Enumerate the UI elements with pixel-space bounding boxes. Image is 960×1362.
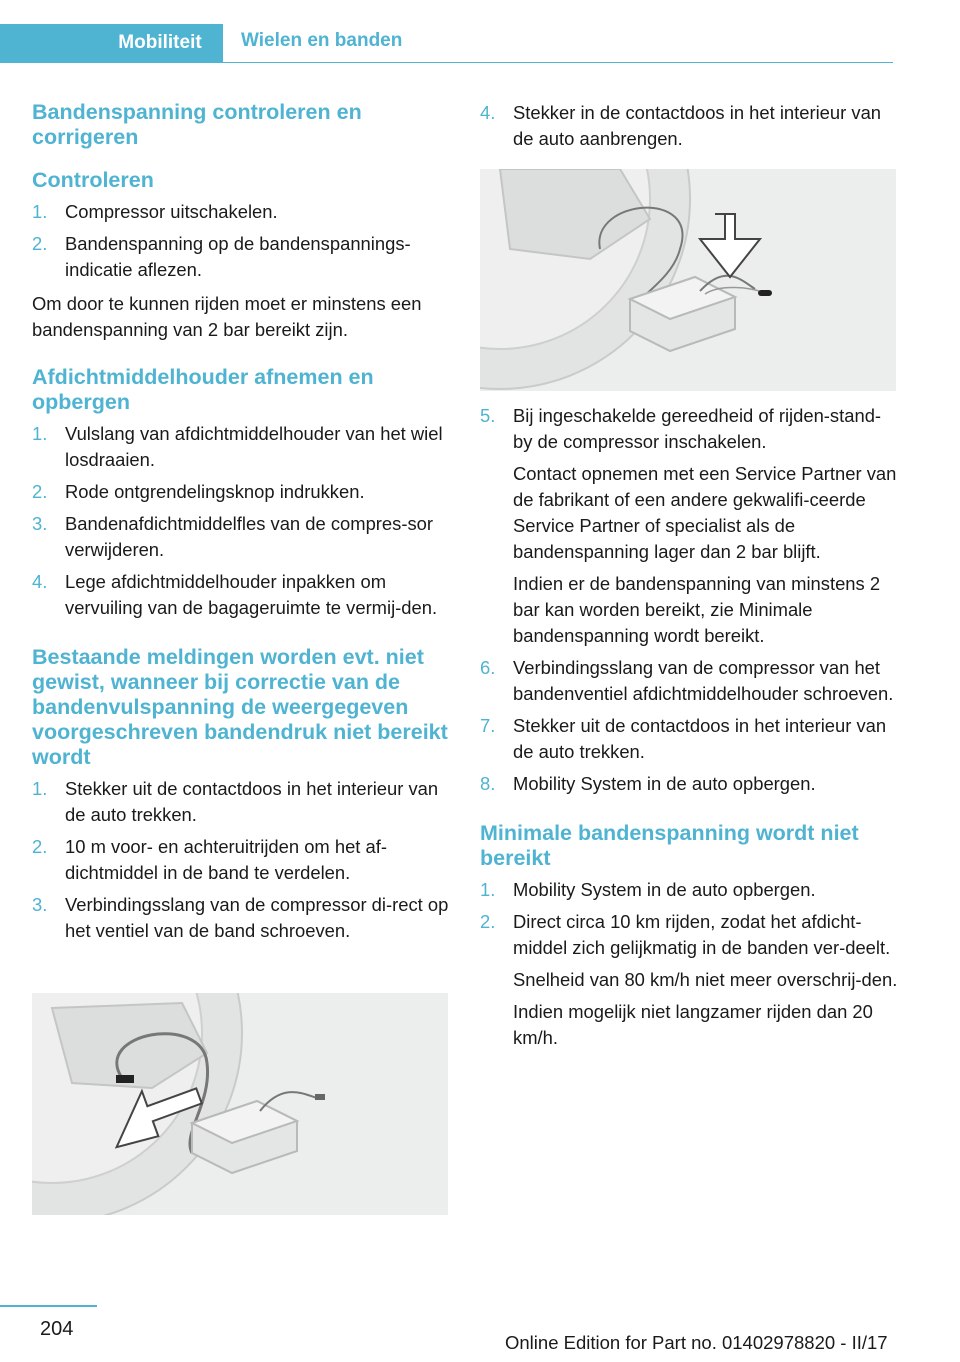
heading-controleren: Controleren [32, 168, 154, 192]
minimale-bandenspanning-list [480, 877, 898, 1051]
header-rule [0, 62, 893, 63]
list-item [32, 479, 450, 505]
list-item [32, 199, 450, 225]
list-item [32, 511, 450, 563]
right-column [480, 100, 898, 160]
afdichtmiddelhouder-list [32, 421, 450, 621]
list-text: Compressor uitschakelen. [65, 201, 278, 222]
list-item [480, 655, 898, 707]
list-item [480, 100, 898, 152]
header-section-title[interactable]: Wielen en banden [241, 30, 403, 51]
list-item [480, 771, 898, 797]
list-item [32, 421, 450, 473]
header-tab-left-fill [0, 24, 97, 62]
heading-minimale-bandenspanning: Minimale bandenspanning wordt niet bereikt [480, 821, 859, 870]
list-text: Mobility System in de auto opbergen. [513, 879, 816, 900]
edition-info: Online Edition for Part no. 01402978820 - II/17 [505, 1332, 888, 1353]
list-number: 1. [32, 778, 48, 799]
page-number: 204 [40, 1318, 74, 1340]
list-text: Stekker uit de contactdoos in het interieur van de auto trekken. [513, 715, 887, 762]
list-item [480, 713, 898, 765]
item5-note-service: Contact opnemen met een Service Partner van de fabrikant of een andere gekwalifi-ceerde Service Partner of specialist als de bandenspanning lager dan 2 bar blijft. [513, 463, 897, 562]
speed-limit-note: Snelheid van 80 km/h niet meer overschrij-den. [513, 969, 898, 990]
list-number: 5. [480, 405, 496, 426]
bestaande-meldingen-list [32, 776, 450, 944]
list-number: 1. [32, 201, 48, 222]
list-item [32, 834, 450, 886]
list-text: Lege afdichtmiddelhouder inpakken om vervuiling van de bagageruimte te vermij-den. [65, 571, 438, 618]
footer-rule [0, 1305, 97, 1307]
list-text: Bandenafdichtmiddelfles van de compres-sor verwijderen. [65, 513, 434, 560]
socket-plug-illustration [480, 169, 896, 391]
list-item [480, 909, 898, 1051]
list-text: Mobility System in de auto opbergen. [513, 773, 816, 794]
list-number: 1. [32, 423, 48, 444]
list-text: Stekker in de contactdoos in het interieur van de auto aanbrengen. [513, 102, 882, 149]
list-item [480, 403, 898, 649]
list-number: 2. [32, 233, 48, 254]
header-tab-mobiliteit[interactable]: Mobiliteit [97, 24, 223, 62]
list-item [32, 231, 450, 283]
min-speed-note: Indien mogelijk niet langzamer rijden dan 20 km/h. [513, 1001, 873, 1048]
list-number: 2. [32, 481, 48, 502]
list-item [480, 877, 898, 903]
list-text: Bandenspanning op de bandenspannings-indicatie aflezen. [65, 233, 411, 280]
list-number: 7. [480, 715, 496, 736]
figure-compressor-valve [32, 993, 448, 1215]
list-text: Direct circa 10 km rijden, zodat het afdicht-middel zich gelijkmatig in de banden ver-deelt. [513, 911, 891, 958]
list-number: 2. [480, 911, 496, 932]
right-column-cont [480, 403, 898, 1059]
list-text: 10 m voor- en achteruitrijden om het af-dichtmiddel in de band te verdelen. [65, 836, 387, 883]
list-number: 3. [32, 894, 48, 915]
list-number: 4. [32, 571, 48, 592]
figure-socket-plug [480, 169, 896, 391]
list-number: 2. [32, 836, 48, 857]
controleren-list [32, 199, 450, 283]
heading-bestaande-meldingen: Bestaande meldingen worden evt. niet gewist, wanneer bij correctie van de bandenvulspanning de weergegeven voorgeschreven bandendruk niet bereikt wordt [32, 645, 448, 769]
list-text: Stekker uit de contactdoos in het interieur van de auto trekken. [65, 778, 439, 825]
list-number: 8. [480, 773, 496, 794]
list-item [32, 569, 450, 621]
section-title: Bandenspanning controleren en corrigeren [32, 100, 362, 149]
list-number: 6. [480, 657, 496, 678]
controleren-note: Om door te kunnen rijden moet er minstens een bandenspanning van 2 bar bereikt zijn. [32, 293, 422, 340]
left-column [32, 100, 450, 952]
list-number: 4. [480, 102, 496, 123]
list-number: 1. [480, 879, 496, 900]
list-text: Verbindingsslang van de compressor van het bandenventiel afdichtmiddelhouder schroeven. [513, 657, 894, 704]
procedure-list-a [480, 100, 898, 152]
list-text: Bij ingeschakelde gereedheid of rijden-stand-by de compressor inschakelen. [513, 405, 882, 452]
compressor-valve-illustration [32, 993, 448, 1215]
list-item [32, 892, 450, 944]
heading-afdichtmiddelhouder: Afdichtmiddelhouder afnemen en opbergen [32, 365, 374, 414]
item5-note-min-pressure: Indien er de bandenspanning van minstens 2 bar kan worden bereikt, zie Minimale bandenspanning wordt bereikt. [513, 573, 881, 646]
list-item [32, 776, 450, 828]
list-text: Rode ontgrendelingsknop indrukken. [65, 481, 365, 502]
list-number: 3. [32, 513, 48, 534]
list-text: Vulslang van afdichtmiddelhouder van het wiel losdraaien. [65, 423, 443, 470]
procedure-list-b [480, 403, 898, 797]
list-text: Verbindingsslang van de compressor di-rect op het ventiel van de band schroeven. [65, 894, 449, 941]
